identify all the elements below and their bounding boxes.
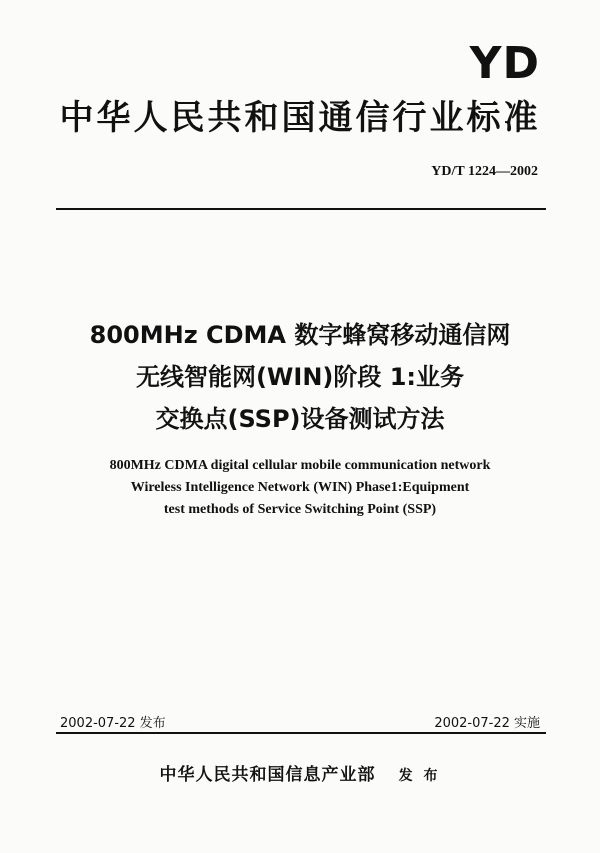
english-title-line-1: 800MHz CDMA digital cellular mobile communication network: [109, 458, 491, 473]
chinese-title-line-1: 800MHz CDMA 数字蜂窝移动通信网: [89, 321, 511, 349]
issue-date: 2002-07-22 发布: [60, 716, 166, 731]
yd-logo: YD: [469, 38, 540, 89]
publisher-name: 中华人民共和国信息产业部: [159, 765, 376, 785]
chinese-title-line-2: 无线智能网(WIN)阶段 1:业务: [135, 363, 465, 391]
english-title-line-2: Wireless Intelligence Network (WIN) Phase1:Equipment: [130, 480, 470, 495]
chinese-title-line-3: 交换点(SSP)设备测试方法: [155, 405, 445, 433]
publisher-line: [0, 760, 600, 785]
top-divider: [56, 208, 546, 210]
standard-number: YD/T 1224—2002: [431, 164, 538, 179]
english-title: [0, 455, 600, 521]
publish-verb: 发 布: [398, 768, 441, 784]
chinese-title: [0, 314, 600, 440]
english-title-line-3: test methods of Service Switching Point (SSP): [163, 502, 437, 517]
implementation-date: 2002-07-22 实施: [434, 716, 540, 731]
bottom-divider: [56, 732, 546, 734]
standard-category-title: 中华人民共和国通信行业标准: [59, 98, 541, 138]
